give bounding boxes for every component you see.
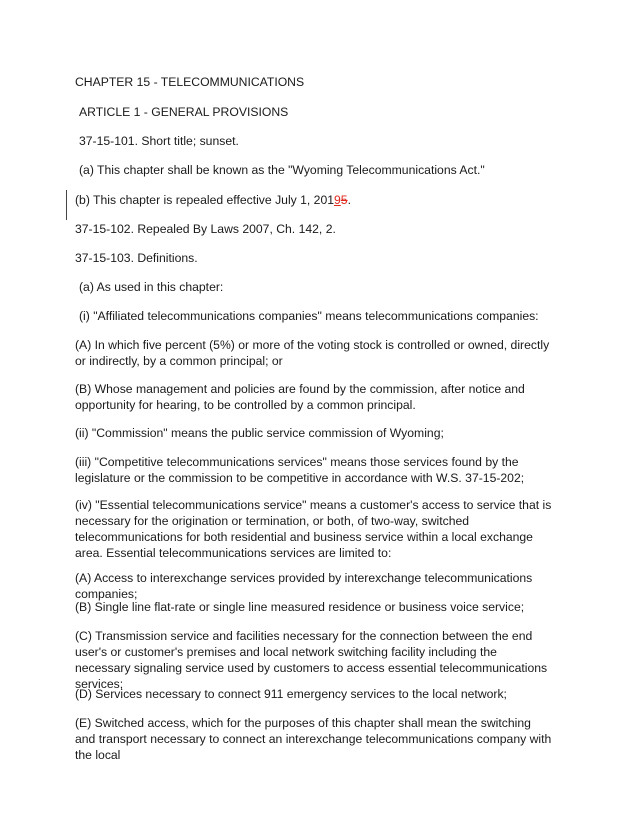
definition-iv-E: (E) Switched access, which for the purposes of this chapter shall mean the switching and transport necessary to connect an interexchange telecommunications company with the local [75, 716, 552, 762]
section-101-a: (a) This chapter shall be known as the "Wyoming Telecommunications Act." [79, 163, 485, 177]
definition-iv-C: (C) Transmission service and facilities necessary for the connection between the end user's or customer's premises and local network switching facility including the necessary signaling service used by customers to access essential telecommunications services; [75, 629, 548, 691]
definition-i-A: (A) In which five percent (5%) or more of the voting stock is controlled or owned, directly or indirectly, by a common principal; or [75, 338, 550, 368]
section-101-title: 37-15-101. Short title; sunset. [79, 134, 239, 148]
definition-iv-D: (D) Services necessary to connect 911 emergency services to the local network; [75, 687, 507, 701]
section-102: 37-15-102. Repealed By Laws 2007, Ch. 142, 2. [75, 222, 336, 236]
section-103-a: (a) As used in this chapter: [79, 280, 224, 294]
definition-ii: (ii) "Commission" means the public service commission of Wyoming; [75, 426, 444, 440]
definition-i-B: (B) Whose management and policies are found by the commission, after notice and opportunity for hearing, to be controlled by a common principal. [75, 382, 525, 412]
definition-iv-B: (B) Single line flat-rate or single line measured residence or business voice service; [75, 600, 525, 614]
revision-change-bar [66, 190, 67, 220]
definition-iii: (iii) "Competitive telecommunications services" means those services found by the legislature or the commission to be competitive in accordance with W.S. 37-15-202; [75, 455, 525, 485]
deleted-text: 5 [340, 193, 348, 207]
definition-iv-A: (A) Access to interexchange services provided by interexchange telecommunications companies; [75, 571, 533, 601]
section-101-b-suffix: . [347, 193, 351, 207]
definition-i: (i) "Affiliated telecommunications companies" means telecommunications companies: [79, 309, 539, 323]
definition-iv: (iv) "Essential telecommunications service" means a customer's access to service that is necessary for the origination or termination, or both, of two-way, switched telecommunications for both residential and business service within a local exchange area. Essential telecommunications services are limited to: [75, 498, 552, 560]
article-heading: ARTICLE 1 - GENERAL PROVISIONS [79, 105, 289, 119]
chapter-heading: CHAPTER 15 - TELECOMMUNICATIONS [75, 75, 305, 89]
section-103-title: 37-15-103. Definitions. [75, 251, 198, 265]
section-101-b-text: (b) This chapter is repealed effective July 1, 201 [75, 193, 335, 207]
inserted-text: 9 [334, 193, 341, 207]
section-101-b [75, 192, 575, 208]
